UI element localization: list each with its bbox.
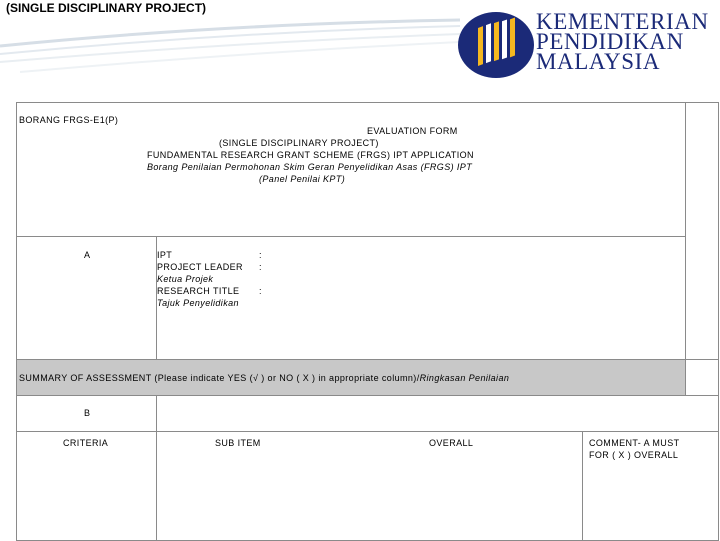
research-title-label-ms: Tajuk Penyelidikan (157, 298, 239, 308)
form-header-cell (17, 103, 686, 237)
overall-header: OVERALL (429, 438, 474, 448)
ministry-emblem-icon (456, 10, 536, 80)
criteria-header-cell (17, 432, 157, 541)
right-margin-cell (686, 103, 719, 360)
research-title-colon: : (259, 286, 262, 296)
section-a-label-cell (17, 237, 157, 360)
summary-text-ms: Ringkasan Penilaian (419, 373, 510, 383)
form-heading-line3: FUNDAMENTAL RESEARCH GRANT SCHEME (FRGS) IPT APPLICATION (147, 150, 474, 160)
evaluation-form-table (16, 102, 719, 541)
ministry-logo (444, 8, 720, 80)
section-b-label: B (84, 408, 91, 418)
decorative-swoosh (0, 14, 460, 94)
ministry-name-line2: PENDIDIKAN (536, 29, 684, 54)
research-title-label: RESEARCH TITLE (157, 286, 240, 296)
comment-header-cell (583, 432, 719, 541)
ministry-name (536, 9, 709, 74)
project-leader-colon: : (259, 262, 262, 272)
summary-text (19, 373, 509, 383)
section-b-label-cell (17, 396, 157, 432)
summary-right-cell (686, 360, 719, 396)
section-b-empty-cell (157, 396, 719, 432)
summary-cell (17, 360, 686, 396)
sub-item-header-cell (157, 432, 583, 541)
section-a-fields-cell (157, 237, 686, 360)
ministry-name-line3: MALAYSIA (536, 49, 661, 74)
project-leader-label-ms: Ketua Projek (157, 274, 214, 284)
form-code: BORANG FRGS-E1(P) (19, 115, 119, 125)
form-heading-line5: (Panel Penilai KPT) (259, 174, 346, 184)
comment-header-line1: COMMENT- A MUST (589, 438, 680, 448)
form-heading-line2: (SINGLE DISCIPLINARY PROJECT) (219, 138, 379, 148)
summary-text-en: SUMMARY OF ASSESSMENT (Please indicate YES (√ ) or NO ( X ) in appropriate column)/ (19, 373, 420, 383)
ministry-name-line1: KEMENTERIAN (536, 9, 709, 34)
form-heading-line1: EVALUATION FORM (367, 126, 458, 136)
project-leader-label: PROJECT LEADER (157, 262, 243, 272)
criteria-header: CRITERIA (63, 438, 109, 448)
slide-title: (SINGLE DISCIPLINARY PROJECT) (6, 1, 207, 15)
form-heading-line4: Borang Penilaian Permohonan Skim Geran Penyelidikan Asas (FRGS) IPT (147, 162, 473, 172)
comment-header-line2: FOR ( X ) OVERALL (589, 450, 679, 460)
ipt-colon: : (259, 250, 262, 260)
sub-item-header: SUB ITEM (215, 438, 261, 448)
ipt-label: IPT (157, 250, 173, 260)
section-a-label: A (84, 250, 91, 260)
